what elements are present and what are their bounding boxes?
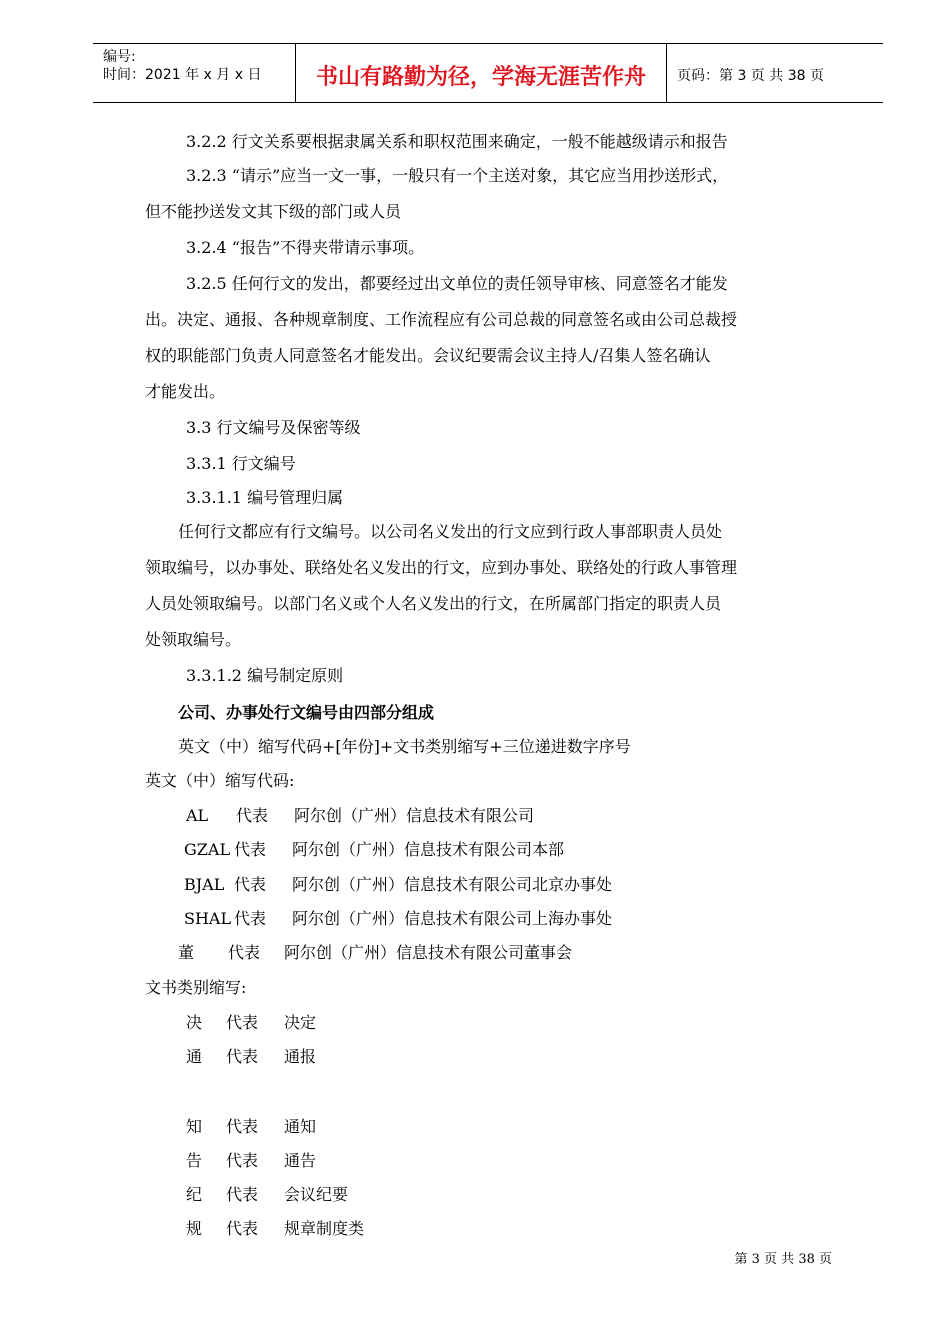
page-header [93,43,883,103]
paragraph-3-2-2: 3.2.2 行文关系要根据隶属关系和职权范围来确定，一般不能越级请示和报告 [186,132,728,151]
type-list-title: 文书类别缩写: [145,978,247,997]
paragraph-3-2-5-line3: 权的职能部门负责人同意签名才能发出。会议纪要需会议主持人/召集人签名确认 [145,346,711,365]
document-number-label: 编号: [103,49,136,65]
type-rep: 代表 [226,1117,259,1136]
paragraph-numbering-line3: 人员处领取编号。以部门名义或个人名义发出的行文，在所属部门指定的职责人员 [145,594,722,613]
code-abbrev: SHAL [184,909,232,928]
type-abbrev: 规 [186,1219,203,1238]
type-rep: 代表 [226,1151,259,1170]
header-meta [93,44,295,102]
section-3-3-heading: 3.3 行文编号及保密等级 [186,418,361,437]
list-item [186,806,208,826]
code-rep: 代表 [236,806,269,825]
paragraph-3-2-3-line2: 但不能抄送发文其下级的部门或人员 [145,202,402,221]
bold-numbering-rule: 公司、办事处行文编号由四部分组成 [178,703,435,722]
type-desc: 通告 [284,1151,317,1170]
code-rep: 代表 [234,875,267,894]
code-desc: 阿尔创（广州）信息技术有限公司北京办事处 [292,875,613,894]
type-desc: 通报 [284,1047,317,1066]
code-desc: 阿尔创（广州）信息技术有限公司 [294,806,535,825]
code-desc: 阿尔创（广州）信息技术有限公司董事会 [284,943,573,962]
paragraph-numbering-line1: 任何行文都应有行文编号。以公司名义发出的行文应到行政人事部职责人员处 [178,522,723,541]
section-3-3-1-1-heading: 3.3.1.1 编号管理归属 [186,488,344,507]
type-abbrev: 决 [186,1013,203,1032]
type-rep: 代表 [226,1047,259,1066]
code-rep: 代表 [234,840,267,859]
type-abbrev: 通 [186,1047,203,1066]
type-desc: 会议纪要 [284,1185,349,1204]
paragraph-3-2-5-line4: 才能发出。 [145,382,226,401]
document-time-label: 时间：2021 年 x 月 x 日 [103,67,262,83]
type-abbrev: 知 [186,1117,203,1136]
code-desc: 阿尔创（广州）信息技术有限公司本部 [292,840,565,859]
code-rep: 代表 [234,909,267,928]
page-footer-number: 第 3 页 共 38 页 [734,1252,832,1267]
code-abbrev: GZAL [184,840,231,859]
type-desc: 决定 [284,1013,317,1032]
code-abbrev: BJAL [184,875,225,894]
numbering-formula: 英文（中）缩写代码+[年份]+文书类别缩写+三位递进数字序号 [178,737,631,756]
type-desc: 通知 [284,1117,317,1136]
code-abbrev: 董 [178,943,195,962]
code-abbrev: AL [186,806,209,825]
code-desc: 阿尔创（广州）信息技术有限公司上海办事处 [292,909,613,928]
type-desc: 规章制度类 [284,1219,365,1238]
type-rep: 代表 [226,1219,259,1238]
section-3-3-1-2-heading: 3.3.1.2 编号制定原则 [186,666,344,685]
header-motto: 书山有路勤为径，学海无涯苦作舟 [315,65,646,90]
type-abbrev: 告 [186,1151,203,1170]
section-3-3-1-heading: 3.3.1 行文编号 [186,454,296,473]
header-page-label: 页码：第 3 页 共 38 页 [677,68,824,84]
code-rep: 代表 [228,943,261,962]
paragraph-3-2-4: 3.2.4 “报告”不得夹带请示事项。 [186,238,425,257]
type-rep: 代表 [226,1013,259,1032]
paragraph-numbering-line2: 领取编号，以办事处、联络处名义发出的行文，应到办事处、联络处的行政人事管理 [145,558,738,577]
header-page-cell [667,44,883,102]
type-rep: 代表 [226,1185,259,1204]
header-motto-cell [295,44,667,102]
paragraph-3-2-5-line2: 出。决定、通报、各种规章制度、工作流程应有公司总裁的同意签名或由公司总裁授 [145,310,738,329]
paragraph-3-2-3-line1: 3.2.3 “请示”应当一文一事，一般只有一个主送对象，其它应当用抄送形式， [186,166,729,185]
type-abbrev: 纪 [186,1185,203,1204]
paragraph-3-2-5-line1: 3.2.5 任何行文的发出，都要经过出文单位的责任领导审核、同意签名才能发 [186,274,728,293]
code-list-title: 英文（中）缩写代码: [145,771,295,790]
paragraph-numbering-line4: 处领取编号。 [145,630,242,649]
